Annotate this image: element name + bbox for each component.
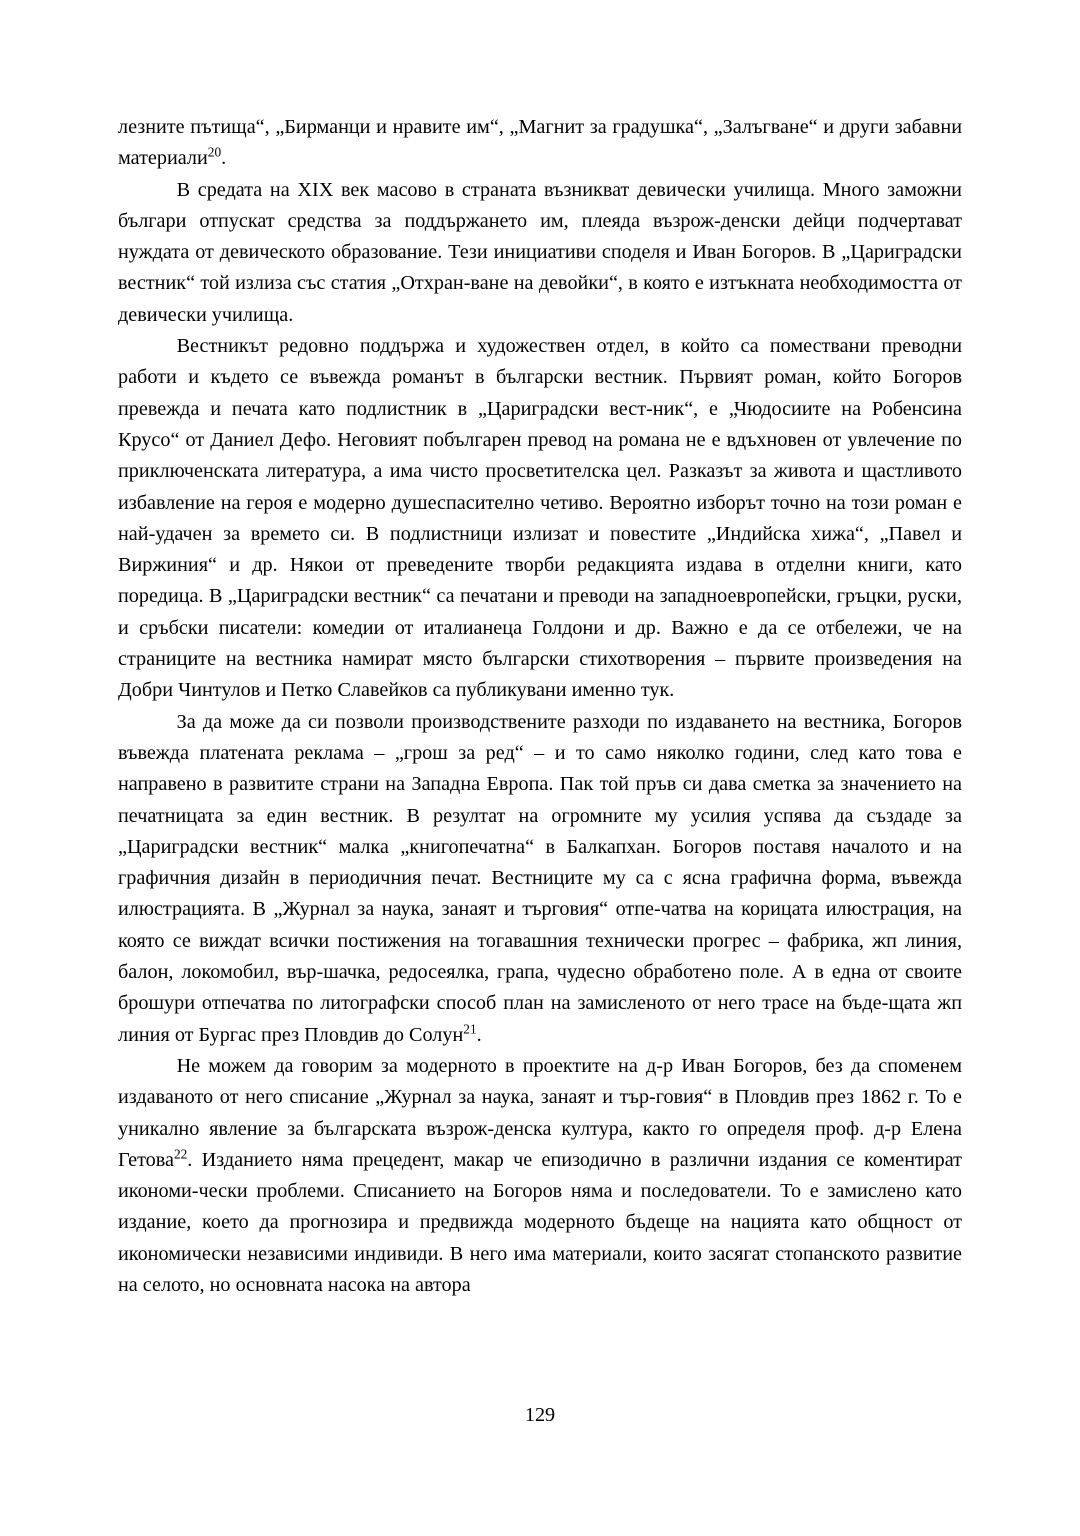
page-number: 129: [524, 1404, 556, 1426]
paragraph: В средата на XIX век масово в страната възникват девически училища. Много заможни българи отпускат средства за поддържането им, плеяда възрож‑денски дейци подчертават нуждата от девическото образование. Тези инициативи споделя и Иван Богоров. В „Цариградски вестник“ той излиза със статия „Отхран‑ване на девойки“, в която е изтъкната необходимостта от девически училища.: [118, 178, 962, 326]
paragraph: Не можем да говорим за модерното в проектите на д-р Иван Богоров, без да споменем издаваното от него списание „Журнал за наука, занаят и тър‑говия“ в Пловдив през 1862 г. То е уникално явление за българската възрож‑денска култура, както го определя проф. д-р Елена Гетова$^{22}$. Изданието няма прецедент, макар че епизодично в различни издания се коментират икономи‑чески проблеми. Списанието на Богоров няма и последователи. То е замислено като издание, което да прогнозира и предвижда модерното бъдеще на нацията като общност от икономически независими индивиди. В него има материали, които засягат стопанското развитие на селото, но основната насока на автора: [118, 1054, 962, 1296]
paragraph: За да може да си позволи производствените разходи по издаването на вестника, Богоров въвежда платената реклама – „грош за ред“ – и то само няколко години, след като това е направено в развитите страни на Западна Европа. Пак той пръв си дава сметка за значението на печатницата за един вестник. В резултат на огромните му усилия успява да създаде за „Цариградски вестник“ малка „книгопечатна“ в Балкапхан. Богоров поставя началото и на графичния дизайн в периодичния печат. Вестниците му са с ясна графична форма, въвежда илюстрацията. В „Журнал за наука, занаят и търговия“ отпе‑чатва на корицата илюстрация, на която се виждат всички постижения на тогавашния технически прогрес – фабрика, жп линия, балон, локомобил, вър‑шачка, редосеялка, грапа, чудесно обработено поле. А в една от своите брошури отпечатва по литографски способ план на замисленото от него трасе на бъде‑щата жп линия от Бургас през Пловдив до Солун$^{21}$.: [118, 710, 962, 1046]
page-body: [118, 112, 962, 1301]
paragraph: лезните пътища“, „Бирманци и нравите им“, „Магнит за градушка“, „Залъгване“ и други забавни материали$^{20}$.: [118, 116, 962, 170]
paragraph: Вестникът редовно поддържа и художествен отдел, в който са помествани преводни работи и където се въвежда романът в български вестник. Първият роман, който Богоров превежда и печата като подлистник в „Цариградски вест‑ник“, е „Чюдосиите на Робенсина Крусо“ от Даниел Дефо. Неговият побългарен превод на романа не е вдъхновен от увлечение по приключенската литература, а има чисто просветителска цел. Разказът за живота и щастливото избавление на героя е модерно душеспасително четиво. Вероятно изборът точно на този роман е най-удачен за времето си. В подлистници излизат и повестите „Индийска хижа“, „Павел и Виржиния“ и др. Някои от преведените творби редакцията издава в отделни книги, като поредица. В „Цариградски вестник“ са печатани и преводи на западноевропейски, гръцки, руски, и сръбски писатели: комедии от италианеца Голдони и др. Важно е да се отбележи, че на страниците на вестника намират място български стихотворения – първите произведения на Добри Чинтулов и Петко Славейков са публикувани именно тук.: [118, 335, 962, 702]
